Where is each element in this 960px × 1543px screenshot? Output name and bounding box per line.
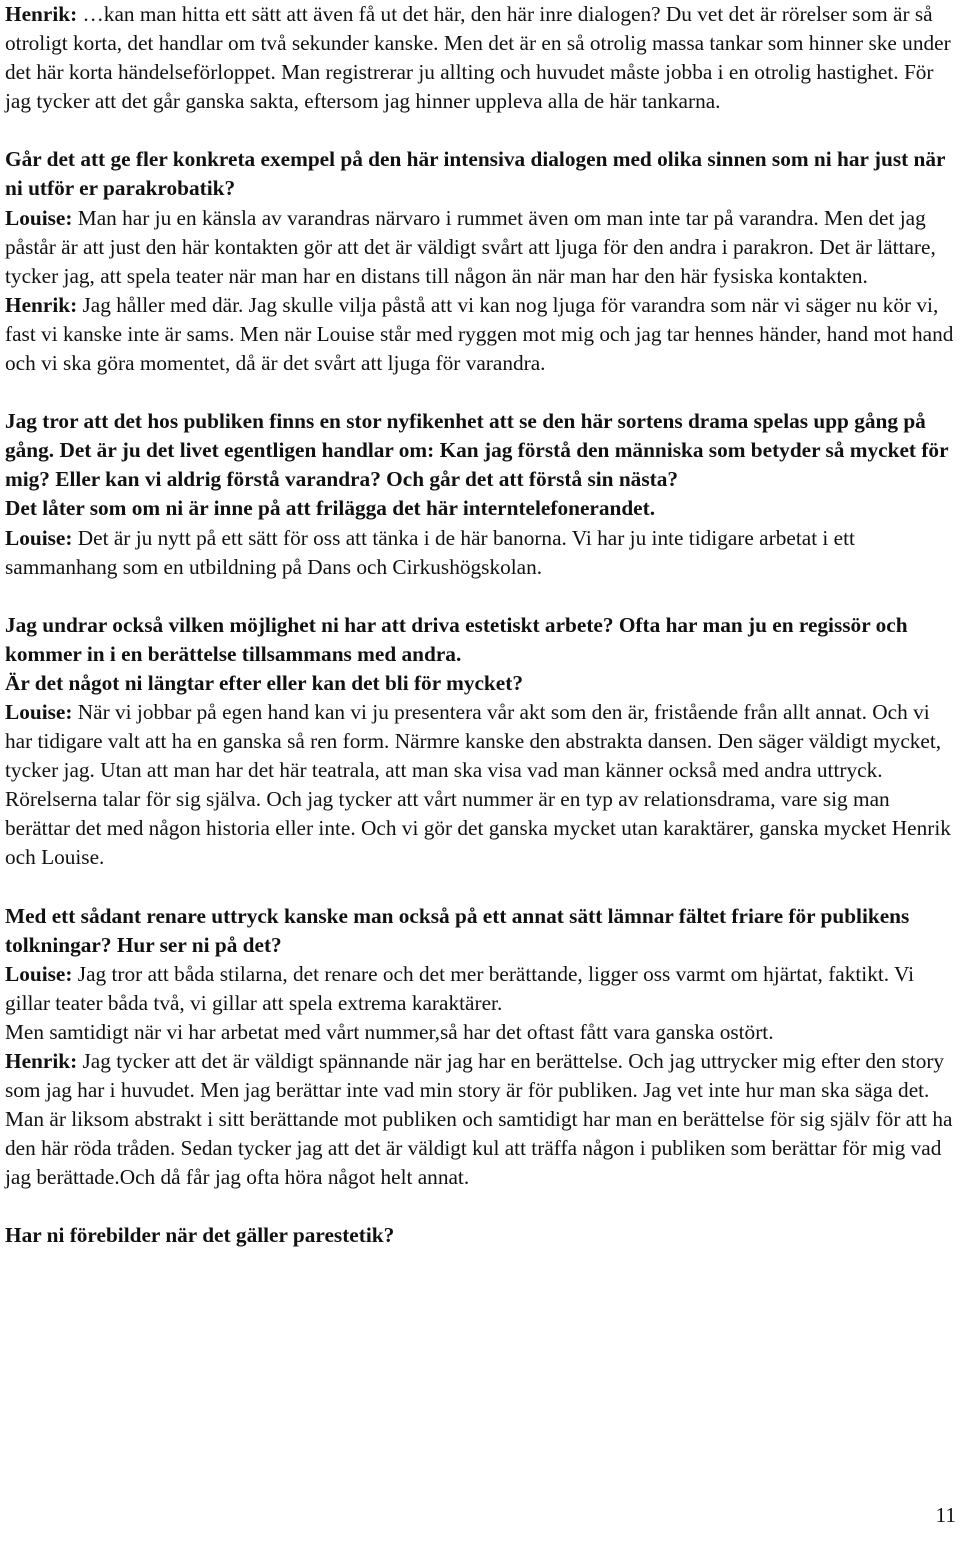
text-span: Är det något ni längtar efter eller kan det bli för mycket? (5, 670, 523, 695)
text-span: Jag undrar också vilken möjlighet ni har att driva estetiskt arbete? Ofta har man ju en regissör och kommer in i en berättelse tillsammans med andra. (5, 612, 908, 666)
interview-question (5, 1221, 957, 1250)
interview-answer (5, 291, 957, 378)
speaker-label: Henrik: (5, 2, 78, 26)
text-span: …kan man hitta ett sätt att även få ut det här, den här inre dialogen? Du vet det är rörelser som är så otroligt korta, det handlar om två sekunder kanske. Men det är en så otrolig massa tankar som hinner ske under det här korta händelseförloppet. Man registrerar ju allting och huvudet måste jobba i en otrolig hastighet. För jag tycker att det går ganska sakta, eftersom jag hinner uppleva alla de här tankarna. (5, 2, 951, 114)
interview-answer (5, 698, 957, 873)
interview-answer (5, 0, 957, 116)
interview-question (5, 902, 957, 960)
speaker-label: Louise: (5, 205, 73, 230)
interview-answer (5, 204, 957, 291)
text-span: Jag tycker att det är väldigt spännande när jag har en berättelse. Och jag uttrycker mig efter den story som jag har i huvudet. Men jag berättar inte vad min story är för publiken. Jag vet inte hur man ska säga det. Man är liksom abstrakt i sitt berättande mot publiken och samtidigt har man en berättelse för sig själv för att ha den här röda tråden. Sedan tycker jag att det är väldigt kul att träffa någon i publiken som berättar för mig vad jag berättade.Och då får jag ofta höra något helt annat. (5, 1049, 953, 1190)
text-span: Jag tror att båda stilarna, det renare och det mer berättande, ligger oss varmt om hjärtat, faktikt. Vi gillar teater båda två, vi gillar att spela extrema karaktärer. (5, 961, 915, 1015)
paragraph-gap (5, 116, 957, 145)
speaker-label: Louise: (5, 699, 73, 724)
interview-answer (5, 960, 957, 1018)
interview-question (5, 407, 957, 494)
paragraph-gap (5, 1192, 957, 1221)
interview-question (5, 145, 957, 203)
text-span: Jag håller med där. Jag skulle vilja påstå att vi kan nog ljuga för varandra som när vi säger nu kör vi, fast vi kanske inte är sams. Men när Louise står med ryggen mot mig och jag tar hennes händer, hand mot hand och vi ska göra momentet, då är det svårt att ljuga för varandra. (5, 292, 954, 376)
speaker-label: Louise: (5, 525, 73, 550)
text-span: Det är ju nytt på ett sätt för oss att tänka i de här banorna. Vi har ju inte tidigare arbetat i ett sammanhang som en utbildning på Dans och Cirkushögskolan. (5, 525, 855, 579)
interview-question (5, 611, 957, 669)
interview-answer (5, 524, 957, 582)
text-span: När vi jobbar på egen hand kan vi ju presentera vår akt som den är, fristående från allt annat. Och vi har tidigare valt att ha en ganska så ren form. Närmre kanske den abstrakta dansen. Den säger väldigt mycket, tycker jag. Utan att man har det här teatrala, att man ska visa vad man känner också med andra uttryck. Rörelserna talar för sig själva. Och jag tycker att vårt nummer är en typ av relationsdrama, vare sig man berättar det med någon historia eller inte. Och vi gör det ganska mycket utan karaktärer, ganska mycket Henrik och Louise. (5, 699, 951, 870)
text-span: Det låter som om ni är inne på att frilägga det här interntelefonerandet. (5, 496, 656, 521)
paragraph-gap (5, 873, 957, 902)
speaker-label: Henrik: (5, 292, 78, 317)
text-span: Man har ju en känsla av varandras närvaro i rummet även om man inte tar på varandra. Men det jag påstår är att just den här kontakten gör att det är väldigt svårt att ljuga för den andra i parakron. Det är lättare, tycker jag, att spela teater när man har en distans till någon än när man har den här fysiska kontakten. (5, 205, 936, 288)
interview-question (5, 494, 957, 523)
page-number: 11 (935, 1503, 956, 1527)
interview-answer (5, 1047, 957, 1192)
paragraph-gap (5, 378, 957, 407)
text-span: Jag tror att det hos publiken finns en stor nyfikenhet att se den här sortens drama spelas upp gång på gång. Det är ju det livet egentligen handlar om: Kan jag förstå den människa som betyder så mycket för mig? Eller kan vi aldrig förstå varandra? Och går det att förstå sin nästa? (5, 409, 949, 492)
paragraph-gap (5, 582, 957, 611)
text-span: Med ett sådant renare uttryck kanske man också på ett annat sätt lämnar fältet friare för publikens tolkningar? Hur ser ni på det? (5, 903, 910, 957)
text-span: Men samtidigt när vi har arbetat med vårt nummer,så har det oftast fått vara ganska ostört. (5, 1019, 774, 1044)
text-span: Går det att ge fler konkreta exempel på den här intensiva dialogen med olika sinnen som ni har just när ni utför er parakrobatik? (5, 147, 946, 201)
speaker-label: Henrik: (5, 1049, 78, 1073)
interview-question (5, 669, 957, 698)
text-span: Har ni förebilder när det gäller parestetik? (5, 1223, 395, 1248)
interview-answer (5, 1018, 957, 1047)
document-body (5, 0, 957, 1251)
speaker-label: Louise: (5, 961, 73, 986)
